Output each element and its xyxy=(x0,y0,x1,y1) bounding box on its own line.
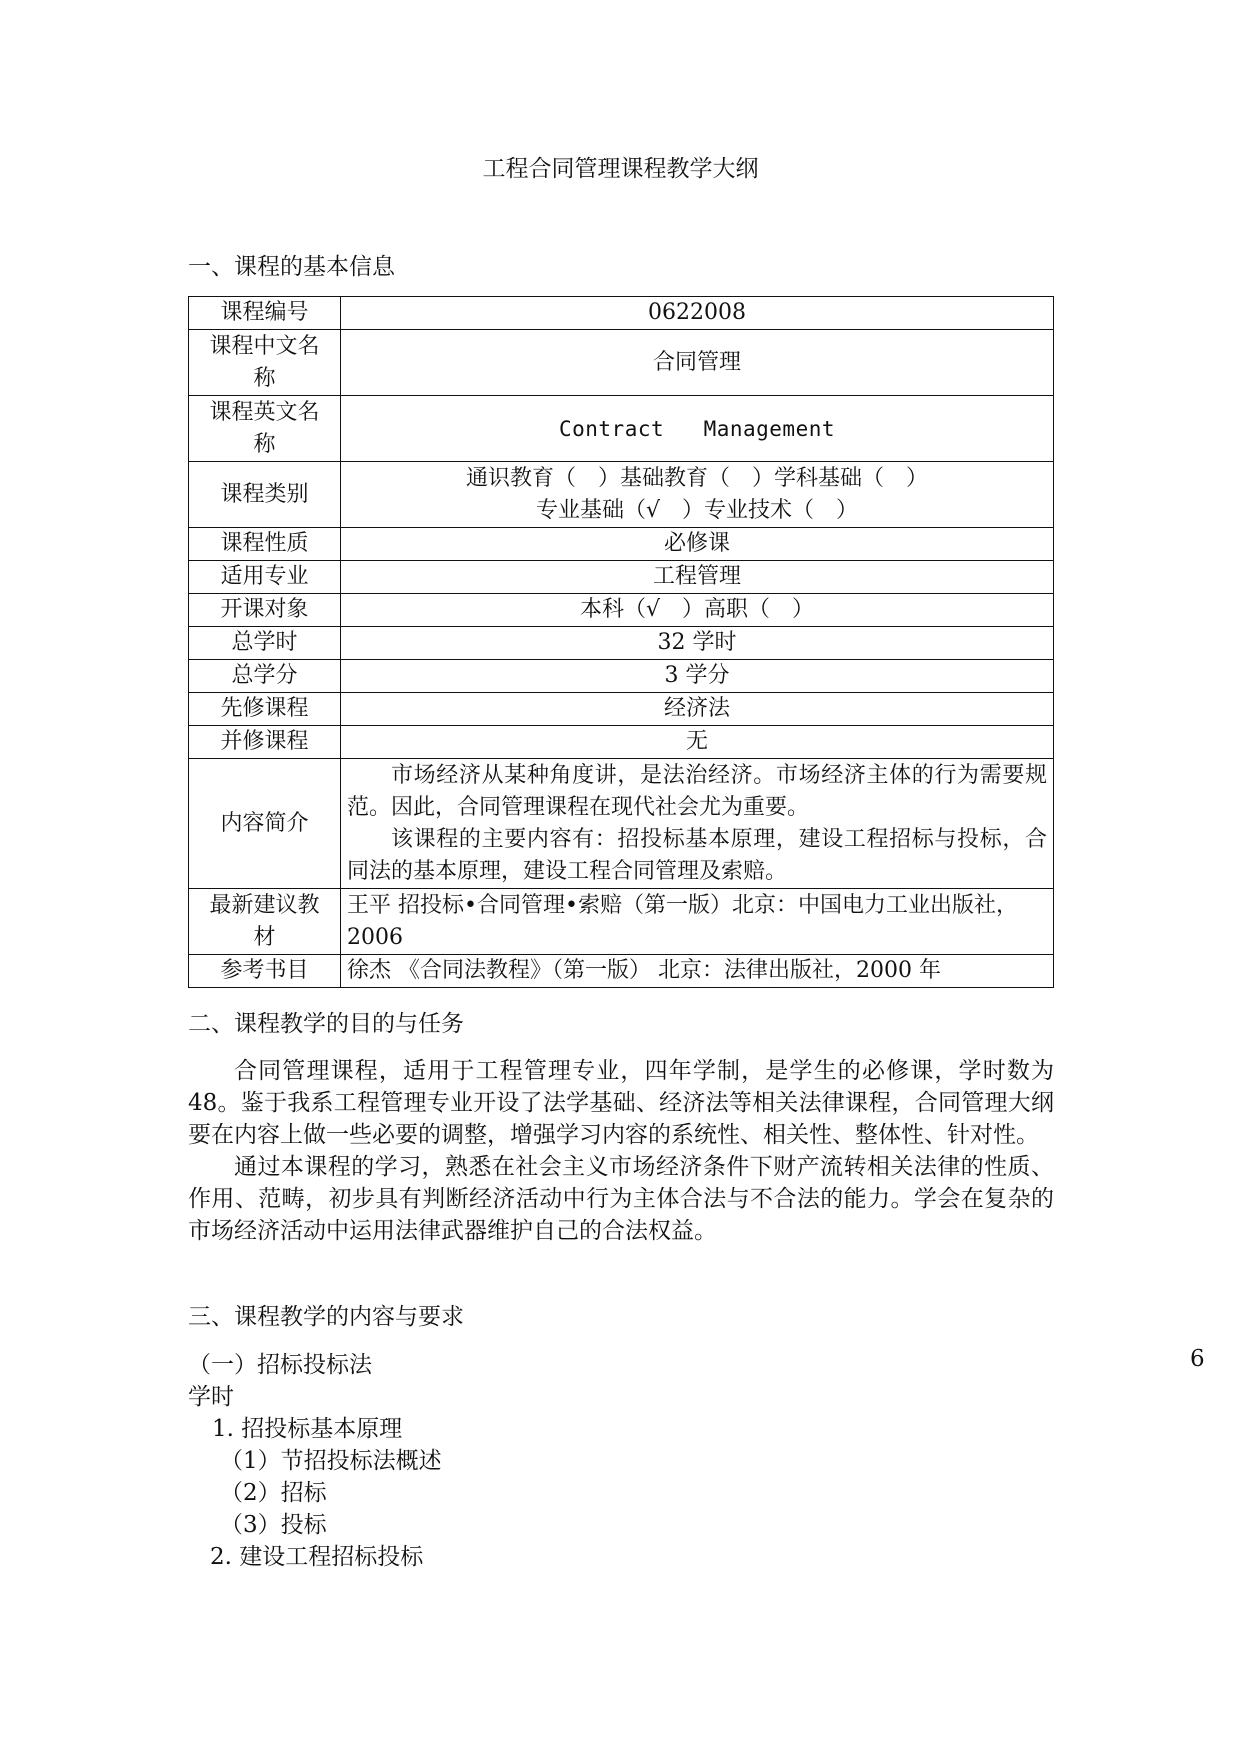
table-row xyxy=(189,330,1054,396)
nature-value: 必修课 xyxy=(341,528,1054,561)
subsection-1-title: （一）招标投标法 xyxy=(188,1352,372,1378)
code-label: 课程编号 xyxy=(189,297,341,330)
table-row xyxy=(189,297,1054,330)
section-2-body xyxy=(188,1055,1054,1247)
textbook-value: 王平 招投标•合同管理•索赔（第一版）北京：中国电力工业出版社，2006 xyxy=(341,889,1054,955)
table-row xyxy=(189,693,1054,726)
subsection-1-hours-unit: 学时 xyxy=(188,1384,234,1410)
credits-label: 总学分 xyxy=(189,660,341,693)
major-value: 工程管理 xyxy=(341,561,1054,594)
summary-para-1: 市场经济从某种角度讲，是法治经济。市场经济主体的行为需要规范。因此，合同管理课程在现代社会尤为重要。 xyxy=(347,762,1047,820)
summary-para-2: 该课程的主要内容有：招投标基本原理，建设工程招标与投标，合同法的基本原理，建设工程合同管理及索赔。 xyxy=(347,826,1047,884)
table-row xyxy=(189,594,1054,627)
cn-name-value: 合同管理 xyxy=(341,330,1054,396)
hours-label: 总学时 xyxy=(189,627,341,660)
table-row xyxy=(189,627,1054,660)
list-item: 1. 招投标基本原理 xyxy=(212,1416,403,1442)
en-name-word-2: Management xyxy=(703,416,836,441)
major-label: 适用专业 xyxy=(189,561,341,594)
table-row xyxy=(189,759,1054,889)
prereq-label: 先修课程 xyxy=(189,693,341,726)
en-name-word-1: Contract xyxy=(558,416,665,441)
table-row xyxy=(189,561,1054,594)
category-line-2: 专业基础（√ ）专业技术（ ） xyxy=(535,497,859,523)
target-value: 本科（√ ）高职（ ） xyxy=(341,594,1054,627)
summary-value xyxy=(341,759,1054,889)
subsection-1-hours-number: 6 xyxy=(1190,1346,1205,1372)
category-line-1: 通识教育（ ）基础教育（ ）学科基础（ ） xyxy=(465,465,928,491)
en-name-label-line-1: 课程英文名 xyxy=(209,399,320,425)
list-item: 2. 建设工程招标投标 xyxy=(210,1544,424,1570)
document-title: 工程合同管理课程教学大纲 xyxy=(482,156,759,182)
prereq-value: 经济法 xyxy=(341,693,1054,726)
nature-label: 课程性质 xyxy=(189,528,341,561)
en-name-label xyxy=(189,396,341,462)
category-label: 课程类别 xyxy=(189,462,341,528)
section-1-heading: 一、课程的基本信息 xyxy=(188,254,395,280)
code-value: 0622008 xyxy=(341,297,1054,330)
credits-value: 3 学分 xyxy=(341,660,1054,693)
table-row xyxy=(189,528,1054,561)
cn-name-label xyxy=(189,330,341,396)
reference-label: 参考书目 xyxy=(189,955,341,988)
textbook-label-line-1: 最新建议教 xyxy=(209,892,320,918)
table-row xyxy=(189,955,1054,988)
course-info-table xyxy=(188,296,1054,988)
textbook-label xyxy=(189,889,341,955)
list-item: （3）投标 xyxy=(220,1512,327,1538)
cn-name-label-line-1: 课程中文名 xyxy=(209,333,320,359)
target-label: 开课对象 xyxy=(189,594,341,627)
summary-label: 内容简介 xyxy=(189,759,341,889)
textbook-label-line-2: 材 xyxy=(253,924,276,950)
section-2-heading: 二、课程教学的目的与任务 xyxy=(188,1011,464,1037)
table-row xyxy=(189,889,1054,955)
section-3-heading: 三、课程教学的内容与要求 xyxy=(188,1304,464,1330)
reference-value: 徐杰 《合同法教程》（第一版） 北京：法律出版社，2000 年 xyxy=(341,955,1054,988)
category-value xyxy=(341,462,1054,528)
table-row xyxy=(189,396,1054,462)
table-row xyxy=(189,462,1054,528)
table-row xyxy=(189,726,1054,759)
coreq-label: 并修课程 xyxy=(189,726,341,759)
section-2-para-2: 通过本课程的学习，熟悉在社会主义市场经济条件下财产流转相关法律的性质、作用、范畴，初步具有判断经济活动中行为主体合法与不合法的能力。学会在复杂的市场经济活动中运用法律武器维护自己的合法权益。 xyxy=(188,1154,1054,1244)
coreq-value: 无 xyxy=(341,726,1054,759)
section-2-para-1: 合同管理课程，适用于工程管理专业，四年学制，是学生的必修课，学时数为 48。鉴于我系工程管理专业开设了法学基础、经济法等相关法律课程，合同管理大纲要在内容上做一些必要的调整，增强学习内容的系统性、相关性、整体性、针对性。 xyxy=(188,1058,1054,1148)
en-name-label-line-2: 称 xyxy=(253,431,276,457)
list-item: （1）节招投标法概述 xyxy=(220,1448,442,1474)
table-row xyxy=(189,660,1054,693)
en-name-value xyxy=(341,396,1054,462)
hours-value: 32 学时 xyxy=(341,627,1054,660)
cn-name-label-line-2: 称 xyxy=(253,365,276,391)
list-item: （2）招标 xyxy=(220,1480,327,1506)
